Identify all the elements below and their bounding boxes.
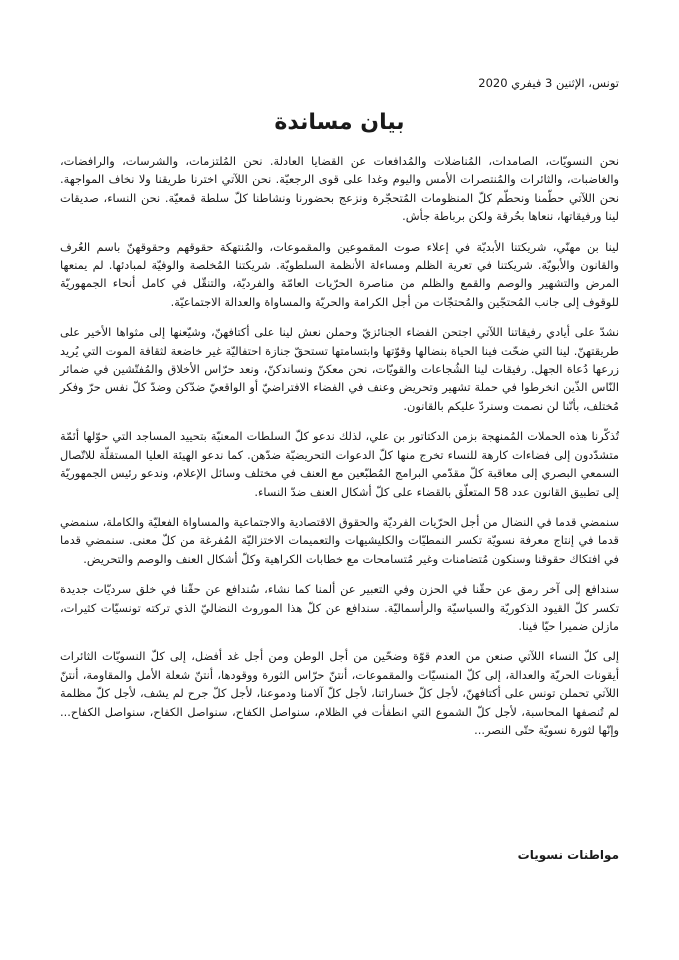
statement-body [60, 152, 619, 751]
paragraph-2: لينا بن مهنّي، شريكتنا الأبديّة في إعلاء صوت المقموعين والمقموعات، والمُنتهكة حقوقهم وحقوقهنّ باسم العُرف والقانون والأبويّة. شريكتنا في تعرية الظلم ومساءلة الأنظمة السلطويّة. شريكتنا المُخلصة والوفيّة لمبادئها. لم يمنعها المرض والتشهير والوصم والقمع والظلم من مناصرة الحرّيات العامّة والفرديّة، والتنقّل في كامل أنحاء الجمهوريّة للوقوف إلى جانب المُحتجّين والمُحتجّات من أجل الكرامة والحريّة والمساواة والعدالة الاجتماعيّة. [60, 239, 619, 309]
paragraph-4: تُذكّرنا هذه الحملات المُمنهجة بزمن الدكتاتور بن علي، لذلك ندعو كلّ السلطات المعنيّة بتحييد المساجد التي حوّلها أئمّة متشدّدون إلى فضاءات كارهة للنساء تخرج منها كلّ الدعوات التحريضيّة ضدّهن. كما ندعو الهيئة العليا المستقلّة للاتّصال السمعي البصري إلى معاقبة كلّ مقدّمي البرامج المُطبّعين مع العنف في مختلف وسائل الإعلام، وندعو رئيس الجمهوريّة إلى تطبيق القانون عدد 58 المتعلّق بالقضاء على كلّ أشكال العنف ضدّ النساء. [60, 429, 619, 499]
date-line: تونس، الإثنين 3 فيفري 2020 [478, 76, 619, 90]
paragraph-5: سنمضي قدما في النضال من أجل الحرّيات الفرديّة والحقوق الاقتصادية والاجتماعية والمساواة الفعليّة والكاملة، سنمضي قدما في إنتاج معرفة نسويّة تكسر النمطيّات والكليشيهات والتعميمات الاختزاليّة المُفرغة من كلّ معنى. سنمضي قدما في افتكاك حقوقنا وسنكون مُتضامنات وغير مُتسامحات مع خطابات الكراهية وكلّ أشكال العنف والوصم والتحريض. [60, 514, 619, 566]
paragraph-6: سندافع إلى آخر رمق عن حقّنا في الحزن وفي التعبير عن ألمنا كما نشاء، سُندافع عن حقّنا في خلق سرديّات جديدة تكسر كلّ القيود الذكوريّة والسياسيّة والرأسماليّة. سندافع عن كلّ هذا الموروث النضاليّ الذي تركته تونسيّات كثيرات، مازلن ضميرا حيّا فينا. [60, 582, 619, 633]
paragraph-1: نحن النسويّات، الصامدات، المُناضلات والمُدافعات عن القضايا العادلة. نحن المُلتزمات، والشرسات، والرافضات، والغاضبات، والثائرات والمُنتصرات الأمس واليوم وغدا على قوى الرجعيّة. نحن اللآتي اخترنا طريقنا ولا نخاف المواجهة. نحن اللآتي حطّمنا ونحطّم كلّ المنظومات المُتحجّرة ونزعج بحضورنا ونشاطنا كلّ سلطة قمعيّة. نحن النساء، صديقات لينا ورفيقاتها، ننعاها بحُرقة ولكن برباطة جأش. [60, 154, 619, 224]
paragraph-3: نشدّ على أيادي رفيقاتنا اللآتي اجتحن الفضاء الجنائزيّ وحملن نعش لينا على أكتافهنّ، وشيّعنها إلى مثواها الأخير على طريقتهنّ. لينا التي ضحّت فينا الحياة بنضالها وقوّتها وابتسامتها تستحقّ جنازة احتفاليّة غير خاضعة لثقافة الموت التي يُريد زرعها دُعاة الجهل. رفيقات لينا الشُجاعات والقويّات، نحن معكنّ ونساندكنّ، ونعد حرّاس الأخلاق والمُفتّشين في ضمائر النّاس الذّين انخرطوا في حملة تشهير وتحريض وعنف في الفضاء الافتراضيّ أو الواقعيّ ضدّكن وضدّ كلّ نفس حرّ وفكر مُختلف، بأنّنا لن نصمت وسنردّ عليكم بالقانون. [60, 325, 619, 413]
statement-title: بيان مساندة [274, 110, 405, 135]
signature: مواطنات نسويات [517, 848, 619, 862]
paragraph-7: إلى كلّ النساء اللآتي صنعن من العدم قوّة وضحّين من أجل الوطن ومن أجل غد أفضل، إلى كلّ النسويّات الثائرات أيقونات الحريّة والعدالة، إلى كلّ المنسيّات والمقموعات، أنتنّ حرّاس الثورة ووقودها، أنتنّ شعلة الأمل والمقاومة، أنتنّ اللآتي تحملن تونس على أكتافهنّ، لأجل كلّ خساراتنا، لأجل كلّ آلامنا ودموعنا، لأجل كلّ جرح لم يشف، لأجل كلّ مظلمة لم تُنصفها المحاسبة، لأجل كلّ الشموع التي انطفأت في الظلام، سنواصل الكفاح، سنواصل الكفاح، سنواصل الكفاح... وإنّها لثورة نسويّة حتّى النصر... [60, 649, 619, 737]
